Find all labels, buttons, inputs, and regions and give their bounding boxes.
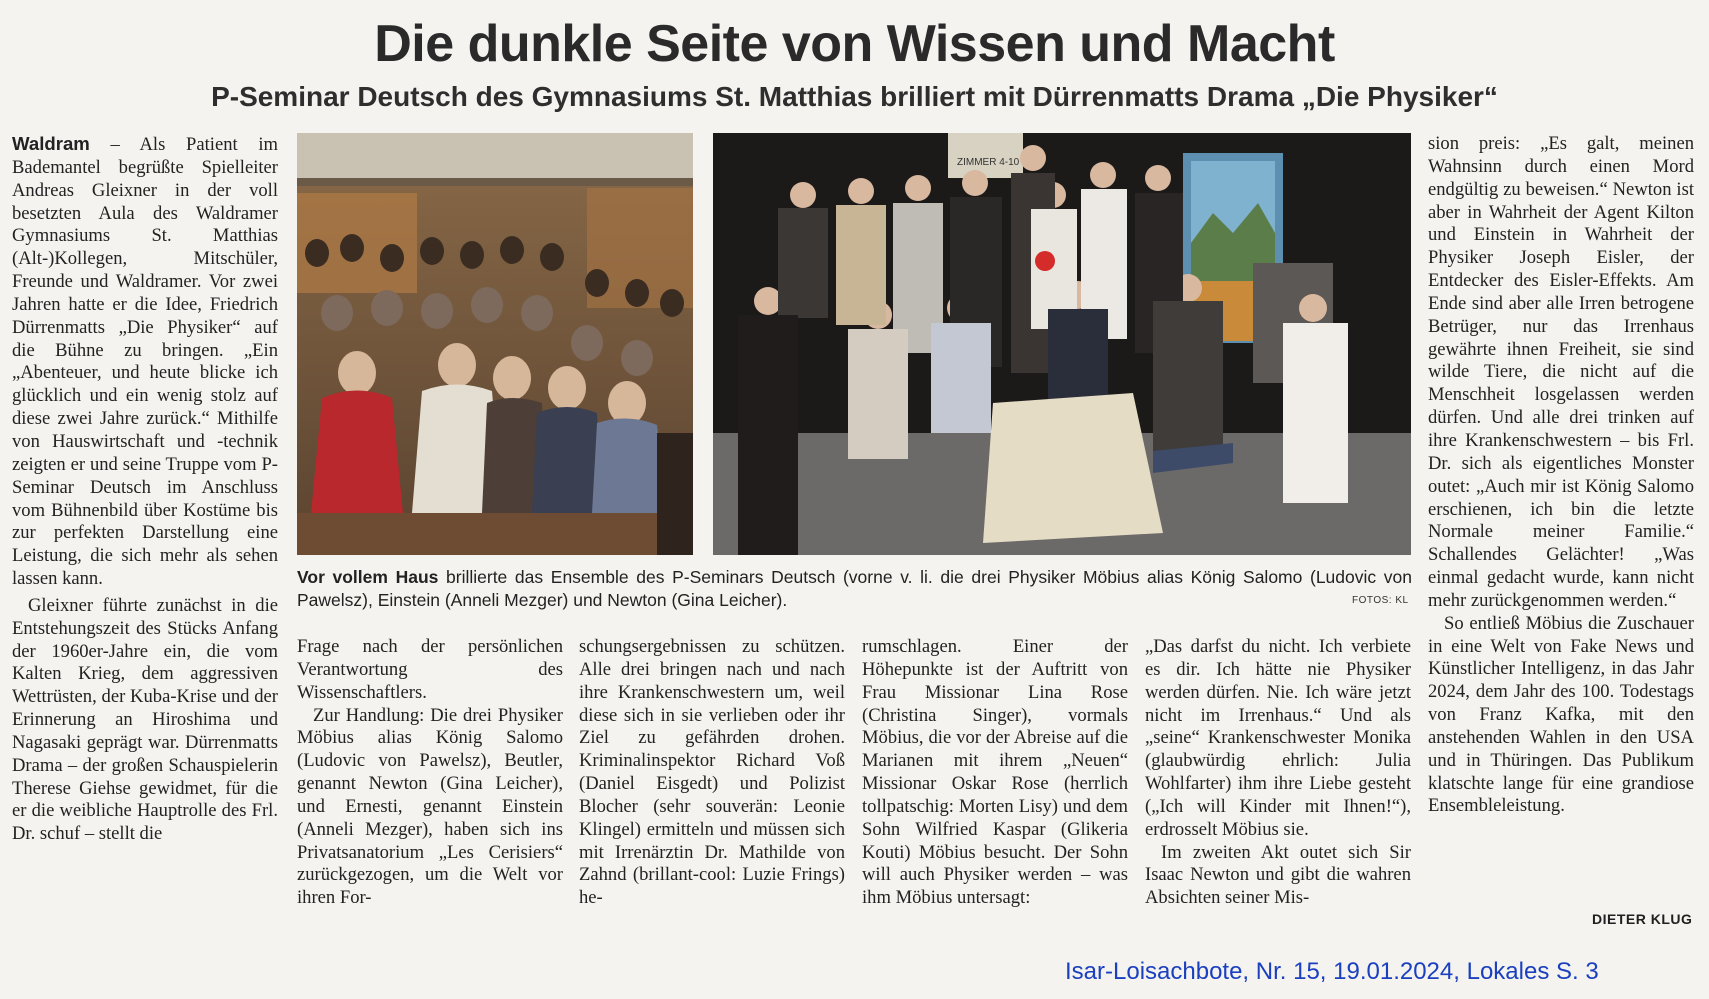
paragraph-10: So entließ Möbius die Zuschauer in eine Welt von Fake News und Künstlicher Intelligenz, in das Jahr 2024, dem Jahr des 100. Todestags von Franz Kafka, mit den anstehenden Wahlen in den USA und in Thüringen. Das Publikum klatschte lange für eine grandiose Ensembleleistung.	[1428, 612, 1694, 817]
photo-caption	[297, 566, 1412, 612]
paragraph-4: Zur Handlung: Die drei Physiker Möbius alias König Salomo (Ludovic von Pawelsz), Beutler, genannt Newton (Gina Leicher), und Ernesti, genannt Einstein (Anneli Mezger), haben sich ins Privatsanatorium „Les Cerisiers“ zurückgezogen, um die Welt vor ihren For-	[297, 704, 563, 909]
ensemble-photo-graphic	[713, 133, 1411, 555]
subheadline: P-Seminar Deutsch des Gymnasiums St. Matthias brilliert mit Dürrenmatts Drama „Die Physiker“	[211, 81, 1498, 112]
paragraph-7: „Das darfst du nicht. Ich verbiete es dir. Ich hätte nie Physiker werden dürfen. Nie. Ich wäre jetzt nicht im Irrenhaus.“ Und als „seine“ Krankenschwester Monika (glaubwürdig ehrlich: Julia Wohlfarter) ihm ihre Liebe gesteht („Ich will Kinder mit Ihnen!“), erdrosselt Möbius sie.	[1145, 636, 1411, 840]
article-column-3	[579, 636, 845, 910]
article-column-1	[12, 133, 278, 846]
caption-lead: Vor vollem Haus	[297, 567, 439, 587]
photo-audience	[297, 133, 693, 555]
paragraph-9: sion preis: „Es galt, meinen Wahnsinn durch einen Mord endgültig zu beweisen.“ Newton ist aber in Wahrheit der Agent Kilton und Einstein in Wahrheit der Physiker Joseph Eisler, der Entdecker des Eisler-Effekts. Am Ende sind aber alle Irren betrogene Betrüger, nur das Irrenhaus gewährte ihnen Freiheit, sie sind wilde Tiere, die nicht auf die Menschheit losgelassen werden dürfen. Und alle drei trinken auf ihre Krankenschwestern – bis Frl. Dr. sich als eigentliches Monster outet: „Auch mir ist König Salomo erschienen, ich bin die letzte Normale meiner Familie.“ Schallendes Gelächter! „Was einmal gedacht wurde, kann nicht mehr zurückgenommen werden.“	[1428, 133, 1694, 611]
stage-sign-text: ZIMMER 4-10	[957, 157, 1020, 168]
source-citation: Isar-Loisachbote, Nr. 15, 19.01.2024, Lokales S. 3	[1065, 958, 1599, 985]
dateline: Waldram	[12, 133, 90, 154]
paragraph-5: schungsergebnissen zu schützen. Alle drei bringen nach und nach ihre Krankenschwestern um, weil diese sich in sie verlieben oder ihr Ziel zu gefährden drohen. Kriminalinspektor Richard Voß (Daniel Eisgedt) und Polizist Blocher (sehr souverän: Leonie Klingel) ermitteln und müssen sich mit Irrenärztin Dr. Mathilde von Zahnd (brillant-cool: Luzie Frings) he-	[579, 636, 845, 909]
headline: Die dunkle Seite von Wissen und Macht	[374, 15, 1335, 73]
photo-credit: FOTOS: KL	[1352, 595, 1409, 606]
article-column-6	[1428, 133, 1694, 818]
paragraph-3: Frage nach der persönlichen Verantwortung des Wissenschaftlers.	[297, 636, 563, 703]
caption-text: brillierte das Ensemble des P-Seminars Deutsch (vorne v. li. die drei Physiker Möbius alias König Salomo (Ludovic von Pawelsz), Einstein (Anneli Mezger) und Newton (Gina Leicher).	[297, 567, 1412, 610]
author-byline: DIETER KLUG	[1592, 911, 1693, 927]
paragraph-6: rumschlagen. Einer der Höhepunkte ist der Auftritt von Frau Missionar Lina Rose (Christina Singer), vormals Möbius, die vor der Abreise auf die Marianen mit ihrem „Neuen“ Missionar Oskar Rose (herrlich tollpatschig: Morten Lisy) und dem Sohn Wilfried Kaspar (Glikeria Kouti) Möbius besucht. Der Sohn will auch Physiker werden – was ihm Möbius untersagt:	[862, 636, 1128, 909]
paragraph-8: Im zweiten Akt outet sich Sir Isaac Newton und gibt die wahren Absichten seiner Mis-	[1145, 841, 1411, 909]
paragraph-2: Gleixner führte zunächst in die Entstehungszeit des Stücks Anfang der 1960er-Jahre ein, die vom Kalten Krieg, dem aggressiven Wettrüsten, der Kuba-Krise und der Erinnerung an Hiroshima und Nagasaki geprägt war. Dürrenmatts Drama – der großen Schauspielerin Therese Giehse gewidmet, für die er die weibliche Hauptrolle des Frl. Dr. schuf – stellt die	[12, 594, 278, 845]
article-column-5	[1145, 636, 1411, 910]
article-column-4	[862, 636, 1128, 910]
paragraph-1	[12, 133, 278, 591]
paragraph-1-text: – Als Patient im Bademantel begrüßte Spielleiter Andreas Gleixner in der voll besetzten Aula des Waldramer Gymnasiums St. Matthias (Alt-)Kollegen, Mitschüler, Freunde und Waldramer. Vor zwei Jahren hatte er die Idee, Friedrich Dürrenmatts „Die Physiker“ auf die Bühne zu bringen. „Ein „Abenteuer, und heute blicke ich glücklich und ein wenig stolz auf diese zwei Jahre zurück.“ Mithilfe von Hauswirtschaft und -technik zeigten er und seine Truppe vom P-Seminar Deutsch im Anschluss vom Bühnenbild über Kostüme bis zur perfekten Darstellung eine Leistung, die sich mehr als sehen lassen kann.	[12, 134, 278, 590]
audience-photo-graphic	[297, 133, 693, 555]
article-column-2	[297, 636, 563, 910]
photo-ensemble	[713, 133, 1411, 555]
